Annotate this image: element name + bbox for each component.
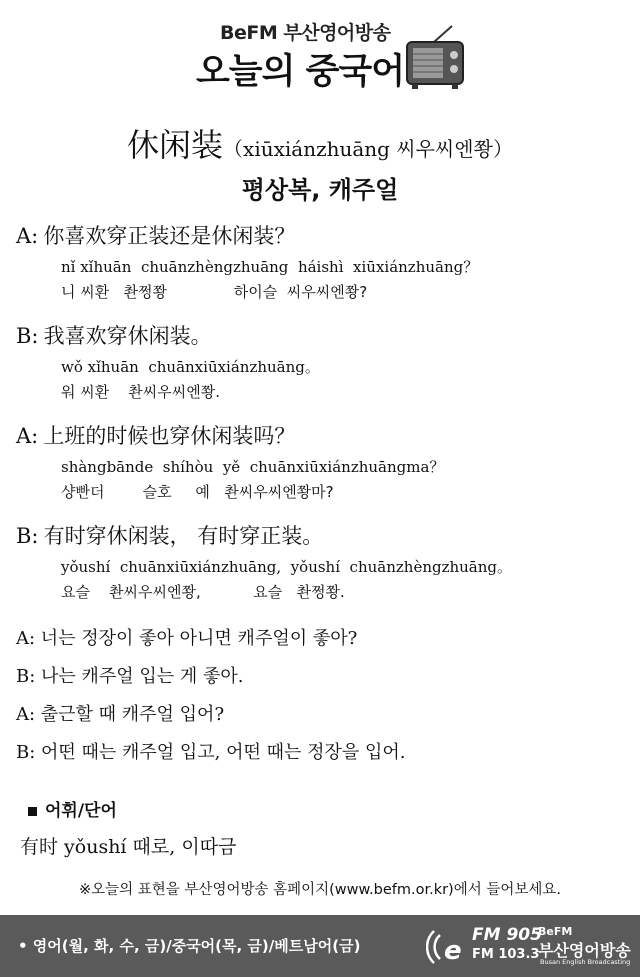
pinyin-line: nǐ xǐhuān chuānzhèngzhuāng háishì xiūxiánzhuāng？ bbox=[61, 258, 479, 276]
header bbox=[0, 0, 640, 100]
vocab-heading-label: 어휘/단어 bbox=[45, 801, 117, 821]
korean-line: B: 어떤 때는 캐주얼 입고, 어떤 때는 정장을 입어. bbox=[16, 742, 406, 763]
vocab-entry: 有时 yǒushí 때로, 이따금 bbox=[20, 836, 237, 858]
dialogue bbox=[16, 220, 626, 776]
logo-brand: BeFM bbox=[538, 925, 573, 938]
pinyin-line: wǒ xǐhuān chuānxiūxiánzhuāng。 bbox=[61, 358, 320, 376]
korean-pronunciation: 요슬 촨씨우씨엔쫭, 요슬 촨쩡쫭. bbox=[61, 583, 345, 601]
korean-pronunciation: 워 씨환 촨씨우씨엔쫭. bbox=[61, 383, 221, 401]
chinese-sentence: 有时穿休闲装， 有时穿正装。 bbox=[43, 524, 324, 548]
dialogue-line bbox=[16, 220, 626, 320]
dialogue-line bbox=[16, 520, 626, 620]
befm-logo bbox=[426, 921, 636, 973]
korean-line: A: 너는 정장이 좋아 아니면 캐주얼이 좋아? bbox=[16, 628, 358, 649]
korean-pronunciation: 니 씨환 촨쩡쫭 하이슬 씨우씨엔쫭? bbox=[61, 283, 368, 301]
vocab-heading bbox=[28, 796, 117, 821]
pinyin-line: shàngbānde shíhòu yě chuānxiūxiánzhuāngma？ bbox=[61, 458, 445, 476]
brand-label: BeFM 부산영어방송 bbox=[220, 22, 391, 44]
chinese-sentence: 你喜欢穿正装还是休闲装？ bbox=[43, 224, 296, 248]
korean-line: A: 출근할 때 캐주얼 입어? bbox=[16, 704, 225, 725]
headword-meaning: 평상복, 캐주얼 bbox=[241, 176, 399, 204]
frequency-sub: FM 103.3 bbox=[472, 947, 540, 962]
chinese-sentence: 上班的时候也穿休闲装吗？ bbox=[43, 424, 296, 448]
logo-name: 부산영어방송 bbox=[538, 941, 631, 960]
radio-icon bbox=[404, 24, 466, 90]
chinese-sentence: 我喜欢穿休闲装。 bbox=[43, 324, 212, 348]
dialogue-line bbox=[16, 420, 626, 520]
footnote: ※오늘의 표현을 부산영어방송 홈페이지(www.befm.or.kr)에서 들어보세요. bbox=[79, 882, 561, 898]
headword-chinese: 休闲装 bbox=[127, 126, 224, 164]
logo-english: Busan English Broadcasting bbox=[540, 958, 631, 966]
speaker-label: B: bbox=[16, 324, 39, 348]
dialogue-line bbox=[16, 320, 626, 420]
headword-reading: （xiūxiánzhuāng 씨우씨엔쫭） bbox=[223, 137, 513, 161]
korean-line: B: 나는 캐주얼 입는 게 좋아. bbox=[16, 666, 244, 687]
headword bbox=[0, 120, 640, 166]
speaker-label: A: bbox=[16, 224, 39, 248]
footer-bar bbox=[0, 915, 640, 977]
page-title: 오늘의 중국어 bbox=[196, 52, 405, 92]
korean-translation bbox=[16, 624, 626, 776]
signal-wave-icon bbox=[426, 925, 470, 969]
pinyin-line: yǒushí chuānxiūxiánzhuāng, yǒushí chuānzhèngzhuāng。 bbox=[61, 558, 513, 576]
korean-pronunciation: 샹빤더 슬호 예 촨씨우씨엔쫭마? bbox=[61, 483, 334, 501]
speaker-label: A: bbox=[16, 424, 39, 448]
square-bullet-icon bbox=[28, 807, 37, 816]
frequency-main: FM 905 bbox=[472, 925, 542, 945]
svg-text:e: e bbox=[444, 936, 462, 966]
speaker-label: B: bbox=[16, 524, 39, 548]
broadcast-schedule: • 영어(월, 화, 수, 금)/중국어(목, 금)/베트남어(금) bbox=[18, 937, 361, 955]
